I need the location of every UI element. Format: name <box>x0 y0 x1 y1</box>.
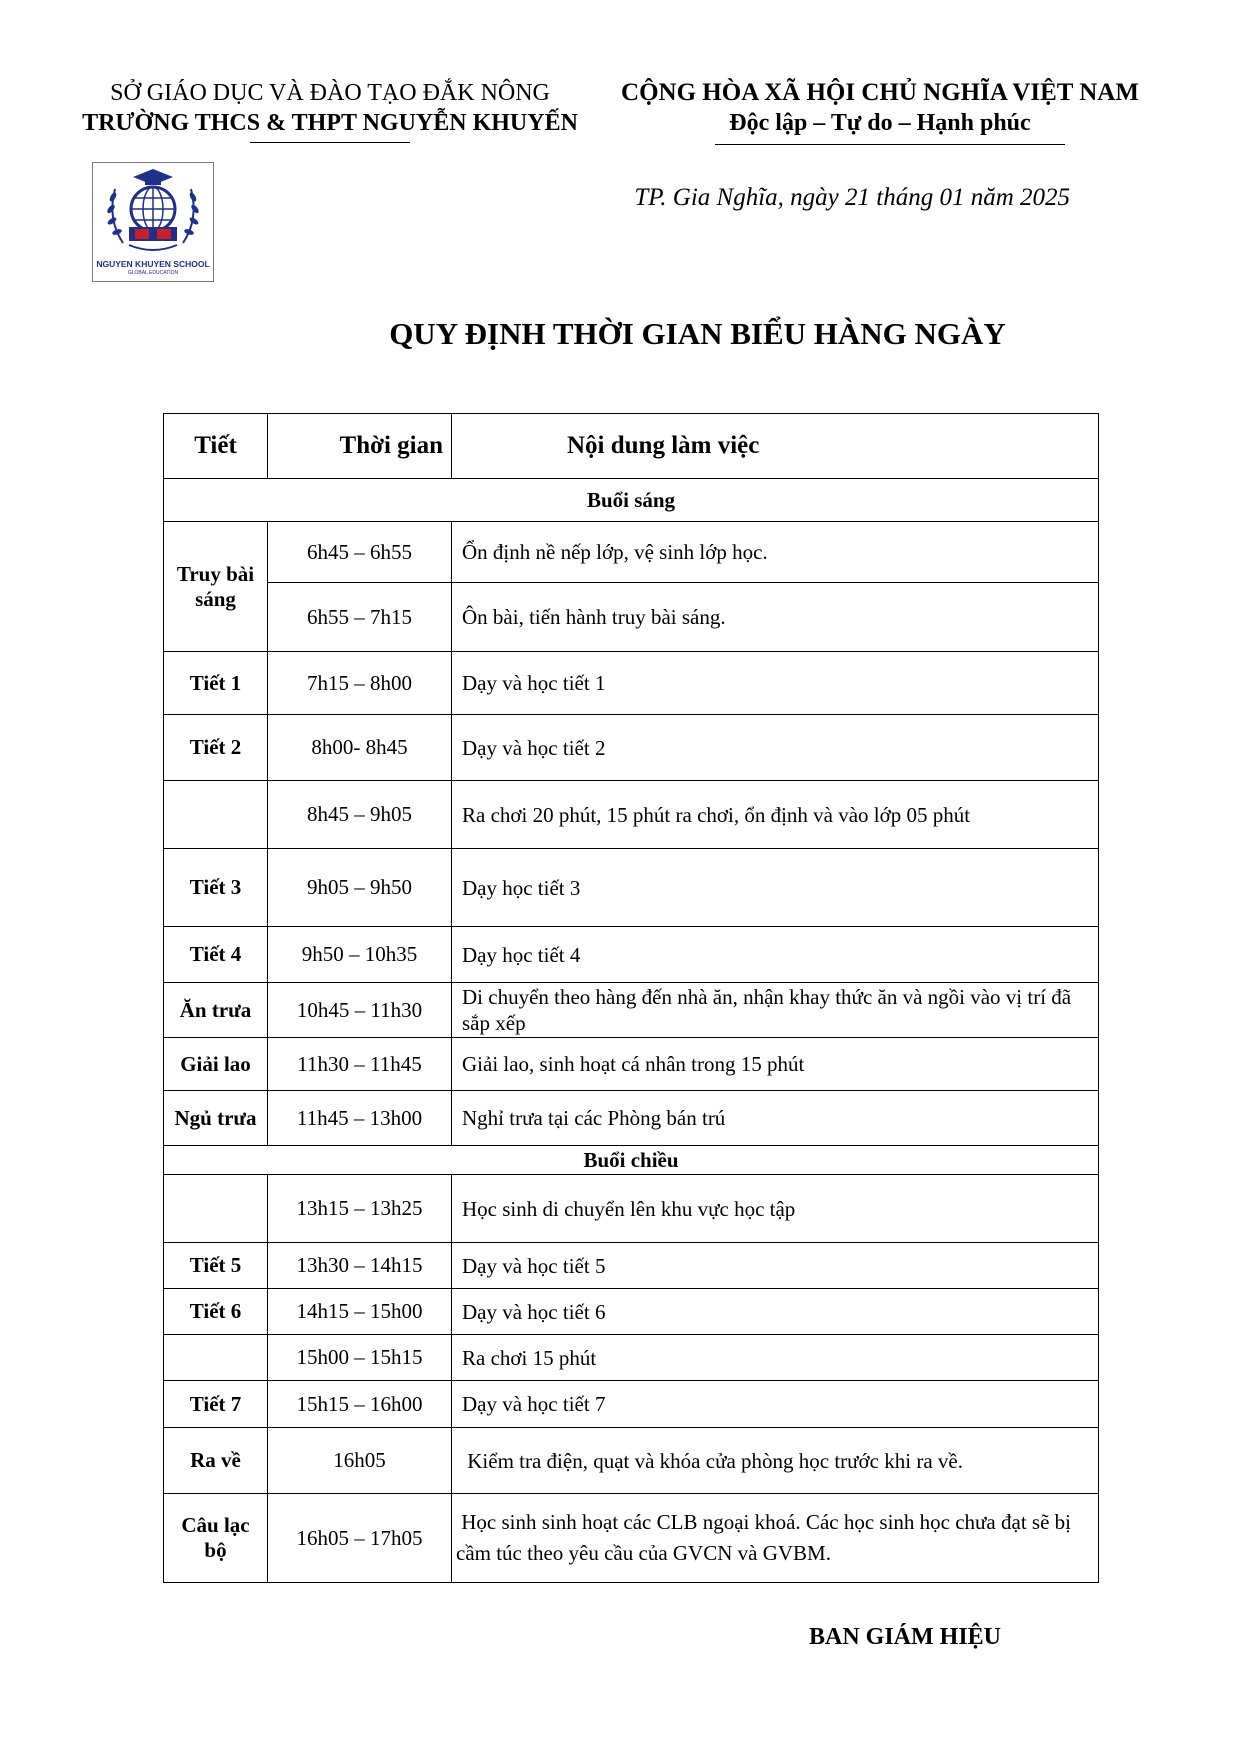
table-row <box>164 1428 1099 1494</box>
tiet-cell: Ra về <box>164 1428 268 1494</box>
table-row <box>164 849 1099 927</box>
table-row <box>164 1038 1099 1091</box>
section-row-morning <box>164 479 1099 522</box>
tiet-cell: Tiết 5 <box>164 1243 268 1289</box>
header-time: Thời gian <box>268 414 452 479</box>
time-cell: 11h30 – 11h45 <box>268 1038 452 1091</box>
tiet-cell: Truy bài sáng <box>164 522 268 652</box>
time-cell: 8h45 – 9h05 <box>268 781 452 849</box>
content-cell: Học sinh sinh hoạt các CLB ngoại khoá. Các học sinh học chưa đạt sẽ bị cầm túc theo yêu cầu của GVCN và GVBM. <box>452 1494 1099 1583</box>
table-row <box>164 522 1099 583</box>
department-name: SỞ GIÁO DỤC VÀ ĐÀO TẠO ĐẮK NÔNG <box>110 80 550 106</box>
table-row <box>164 583 1099 652</box>
time-cell: 6h45 – 6h55 <box>268 522 452 583</box>
time-cell: 15h15 – 16h00 <box>268 1381 452 1428</box>
time-cell: 10h45 – 11h30 <box>268 983 452 1038</box>
time-cell: 13h15 – 13h25 <box>268 1175 452 1243</box>
table-row <box>164 1335 1099 1381</box>
national-title: CỘNG HÒA XÃ HỘI CHỦ NGHĨA VIỆT NAM <box>621 79 1139 106</box>
schedule-table <box>163 413 1099 1583</box>
table-row <box>164 983 1099 1038</box>
content-cell: Dạy và học tiết 1 <box>452 652 1099 715</box>
tiet-cell: Tiết 7 <box>164 1381 268 1428</box>
content-cell: Ra chơi 15 phút <box>452 1335 1099 1381</box>
tiet-cell: Tiết 2 <box>164 715 268 781</box>
content-cell: Dạy và học tiết 5 <box>452 1243 1099 1289</box>
content-cell: Ổn định nề nếp lớp, vệ sinh lớp học. <box>452 522 1099 583</box>
content-cell: Dạy học tiết 3 <box>452 849 1099 927</box>
tiet-cell <box>164 1335 268 1381</box>
tiet-cell: Câu lạc bộ <box>164 1494 268 1583</box>
table-header-row <box>164 414 1099 479</box>
content-cell: Dạy và học tiết 7 <box>452 1381 1099 1428</box>
table-row <box>164 1091 1099 1146</box>
header-left <box>60 78 600 143</box>
table-row <box>164 1243 1099 1289</box>
content-cell: Dạy và học tiết 6 <box>452 1289 1099 1335</box>
tiet-cell: Tiết 4 <box>164 927 268 983</box>
table-row <box>164 1289 1099 1335</box>
date-line: TP. Gia Nghĩa, ngày 21 tháng 01 năm 2025 <box>634 184 1070 211</box>
content-cell: Giải lao, sinh hoạt cá nhân trong 15 phút <box>452 1038 1099 1091</box>
content-cell: Kiểm tra điện, quạt và khóa cửa phòng học trước khi ra về. <box>452 1428 1099 1494</box>
content-cell: Dạy và học tiết 2 <box>452 715 1099 781</box>
table-row <box>164 781 1099 849</box>
logo-subtitle-text: GLOBAL EDUCATION <box>127 270 179 276</box>
national-motto: Độc lập – Tự do – Hạnh phúc <box>729 110 1031 136</box>
school-logo <box>92 162 214 282</box>
table-row <box>164 1494 1099 1583</box>
school-name: TRƯỜNG THCS & THPT NGUYỄN KHUYẾN <box>82 110 578 136</box>
time-cell: 8h00- 8h45 <box>268 715 452 781</box>
table-row <box>164 1175 1099 1243</box>
header-content: Nội dung làm việc <box>452 414 1099 479</box>
section-label-afternoon: Buổi chiều <box>164 1146 1099 1175</box>
section-row-afternoon <box>164 1146 1099 1175</box>
tiet-cell: Ăn trưa <box>164 983 268 1038</box>
content-cell: Di chuyển theo hàng đến nhà ăn, nhận khay thức ăn và ngồi vào vị trí đã sắp xếp <box>452 983 1099 1038</box>
signature-label: BAN GIÁM HIỆU <box>808 1624 1001 1650</box>
table-row <box>164 715 1099 781</box>
time-cell: 7h15 – 8h00 <box>268 652 452 715</box>
tiet-cell: Ngủ trưa <box>164 1091 268 1146</box>
time-cell: 16h05 – 17h05 <box>268 1494 452 1583</box>
section-label-morning: Buổi sáng <box>164 479 1099 522</box>
content-cell: Ra chơi 20 phút, 15 phút ra chơi, ổn định và vào lớp 05 phút <box>452 781 1099 849</box>
table-row <box>164 652 1099 715</box>
tiet-cell: Tiết 3 <box>164 849 268 927</box>
logo-school-text: NGUYEN KHUYEN SCHOOL <box>96 259 210 269</box>
header-right <box>600 78 1160 145</box>
table-row <box>164 927 1099 983</box>
tiet-cell <box>164 781 268 849</box>
content-cell: Ôn bài, tiến hành truy bài sáng. <box>452 583 1099 652</box>
content-cell: Nghỉ trưa tại các Phòng bán trú <box>452 1091 1099 1146</box>
time-cell: 15h00 – 15h15 <box>268 1335 452 1381</box>
content-cell: Dạy học tiết 4 <box>452 927 1099 983</box>
content-cell: Học sinh di chuyển lên khu vực học tập <box>452 1175 1099 1243</box>
time-cell: 16h05 <box>268 1428 452 1494</box>
document-title: QUY ĐỊNH THỜI GIAN BIỂU HÀNG NGÀY <box>389 316 1006 351</box>
tiet-cell: Tiết 6 <box>164 1289 268 1335</box>
header-right-underline <box>715 144 1065 145</box>
time-cell: 14h15 – 15h00 <box>268 1289 452 1335</box>
time-cell: 9h50 – 10h35 <box>268 927 452 983</box>
header-tiet: Tiết <box>164 414 268 479</box>
header-left-underline <box>250 142 410 143</box>
time-cell: 9h05 – 9h50 <box>268 849 452 927</box>
time-cell: 6h55 – 7h15 <box>268 583 452 652</box>
school-emblem-icon <box>93 163 213 259</box>
table-row <box>164 1381 1099 1428</box>
tiet-cell: Tiết 1 <box>164 652 268 715</box>
tiet-cell <box>164 1175 268 1243</box>
tiet-cell: Giải lao <box>164 1038 268 1091</box>
time-cell: 13h30 – 14h15 <box>268 1243 452 1289</box>
time-cell: 11h45 – 13h00 <box>268 1091 452 1146</box>
